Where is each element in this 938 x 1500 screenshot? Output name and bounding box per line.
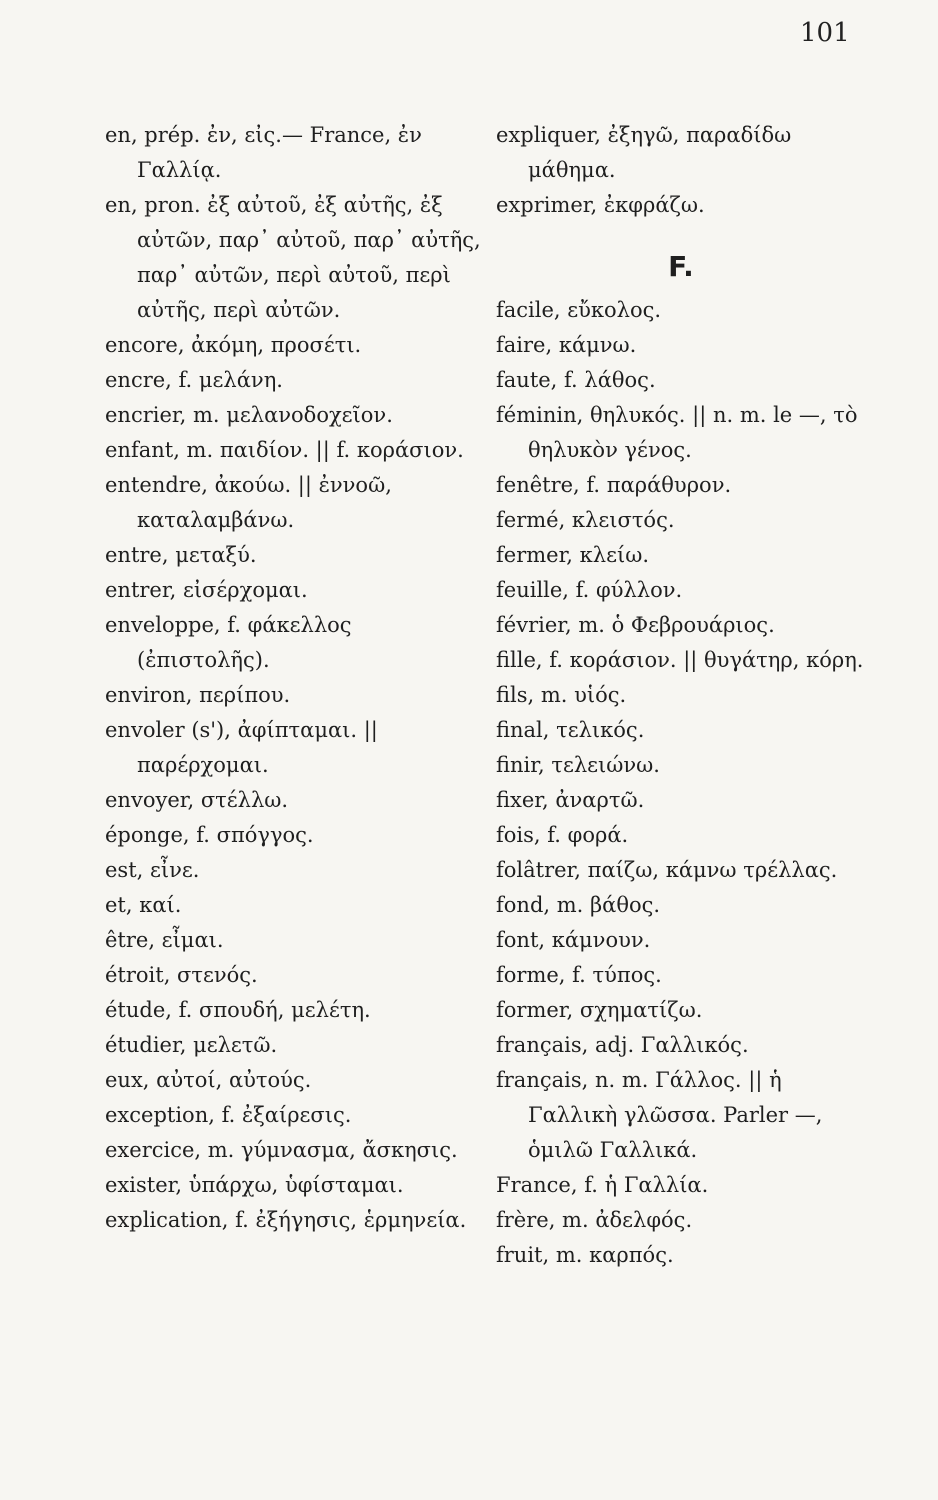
- dictionary-entry: encre, f. μελάνη.: [105, 368, 283, 392]
- dictionary-entry: faire, κάμνω.: [496, 333, 637, 357]
- dictionary-entry: eux, αὐτοί, αὐτούς.: [105, 1068, 312, 1092]
- dictionary-entry: éponge, f. σπόγγος.: [105, 823, 314, 847]
- dictionary-entry: entre, μεταξύ.: [105, 543, 257, 567]
- dictionary-entry: fond, m. βάθος.: [496, 893, 661, 917]
- dictionary-entry: français, n. m. Γάλλος. || ἡ Γαλλικὴ γλῶσσα. Parler —, ὁμιλῶ Γαλλικά.: [496, 1068, 823, 1162]
- dictionary-entry: en, pron. ἐξ αὐτοῦ, ἐξ αὐτῆς, ἐξ αὐτῶν, παρ᾽ αὐτοῦ, παρ᾽ αὐτῆς, παρ᾽ αὐτῶν, περὶ αὐτοῦ, περὶ αὐτῆς, περὶ αὐτῶν.: [105, 193, 481, 322]
- dictionary-entry: final, τελικός.: [496, 718, 645, 742]
- dictionary-entry: fenêtre, f. παράθυρον.: [496, 473, 732, 497]
- dictionary-entry: feuille, f. φύλλον.: [496, 578, 683, 602]
- dictionary-entry: folâtrer, παίζω, κάμνω τρέλλας.: [496, 858, 838, 882]
- dictionary-entry: exercice, m. γύμνασμα, ἄσκησις.: [105, 1138, 458, 1162]
- dictionary-entry: exprimer, ἐκφράζω.: [496, 193, 705, 217]
- dictionary-entry: former, σχηματίζω.: [496, 998, 703, 1022]
- dictionary-entry: français, adj. Γαλλικός.: [496, 1033, 749, 1057]
- dictionary-entry: fermé, κλειστός.: [496, 508, 675, 532]
- dictionary-entry: étude, f. σπουδή, μελέτη.: [105, 998, 371, 1022]
- dictionary-entry: fermer, κλείω.: [496, 543, 650, 567]
- letter-heading: F.: [668, 250, 694, 283]
- dictionary-entry: enfant, m. παιδίον. || f. κοράσιον.: [105, 438, 464, 462]
- dictionary-entry: exception, f. ἐξαίρεσις.: [105, 1103, 352, 1127]
- dictionary-entry: enveloppe, f. φάκελλος (ἐπιστολῆς).: [105, 613, 352, 672]
- dictionary-entry: être, εἶμαι.: [105, 928, 224, 952]
- dictionary-entry: finir, τελειώνω.: [496, 753, 660, 777]
- left-column: [105, 118, 483, 1238]
- dictionary-entry: février, m. ὁ Φεβρουάριος.: [496, 613, 775, 637]
- dictionary-entry: encore, ἀκόμη, προσέτι.: [105, 333, 362, 357]
- dictionary-entry: fruit, m. καρπός.: [496, 1243, 674, 1267]
- dictionary-entry: font, κάμνουν.: [496, 928, 651, 952]
- dictionary-entry: fixer, ἀναρτῶ.: [496, 788, 645, 812]
- dictionary-entry: faute, f. λάθος.: [496, 368, 656, 392]
- dictionary-entry: étroit, στενός.: [105, 963, 258, 987]
- dictionary-entry: fois, f. φορά.: [496, 823, 629, 847]
- dictionary-entry: envoler (s'), ἀφίπταμαι. || παρέρχομαι.: [105, 718, 378, 777]
- dictionary-entry: entendre, ἀκούω. || ἐννοῶ, καταλαμβάνω.: [105, 473, 392, 532]
- dictionary-entry: en, prép. ἐν, εἰς.— France, ἐν Γαλλίᾳ.: [105, 123, 422, 182]
- dictionary-entry: facile, εὔκολος.: [496, 298, 662, 322]
- dictionary-entry: forme, f. τύπος.: [496, 963, 662, 987]
- dictionary-entry: explication, f. ἐξήγησις, ἑρμηνεία.: [105, 1208, 467, 1232]
- dictionary-entry: envoyer, στέλλω.: [105, 788, 289, 812]
- dictionary-entry: expliquer, ἐξηγῶ, παραδίδω μάθημα.: [496, 123, 792, 182]
- dictionary-entry: fille, f. κοράσιον. || θυγάτηρ, κόρη.: [496, 648, 864, 672]
- dictionary-entry: est, εἶνε.: [105, 858, 200, 882]
- dictionary-entry: environ, περίπου.: [105, 683, 291, 707]
- right-column: [496, 118, 876, 1273]
- dictionary-entry: frère, m. ἀδελφός.: [496, 1208, 693, 1232]
- dictionary-entry: France, f. ἡ Γαλλία.: [496, 1173, 709, 1197]
- page-number: 101: [800, 18, 850, 48]
- dictionary-entry: et, καί.: [105, 893, 182, 917]
- dictionary-entry: fils, m. υἱός.: [496, 683, 627, 707]
- dictionary-entry: entrer, εἰσέρχομαι.: [105, 578, 308, 602]
- dictionary-entry: exister, ὑπάρχω, ὑφίσταμαι.: [105, 1173, 404, 1197]
- dictionary-entry: féminin, θηλυκός. || n. m. le —, τὸ θηλυκὸν γένος.: [496, 403, 858, 462]
- dictionary-entry: encrier, m. μελανοδοχεῖον.: [105, 403, 393, 427]
- dictionary-entry: étudier, μελετῶ.: [105, 1033, 278, 1057]
